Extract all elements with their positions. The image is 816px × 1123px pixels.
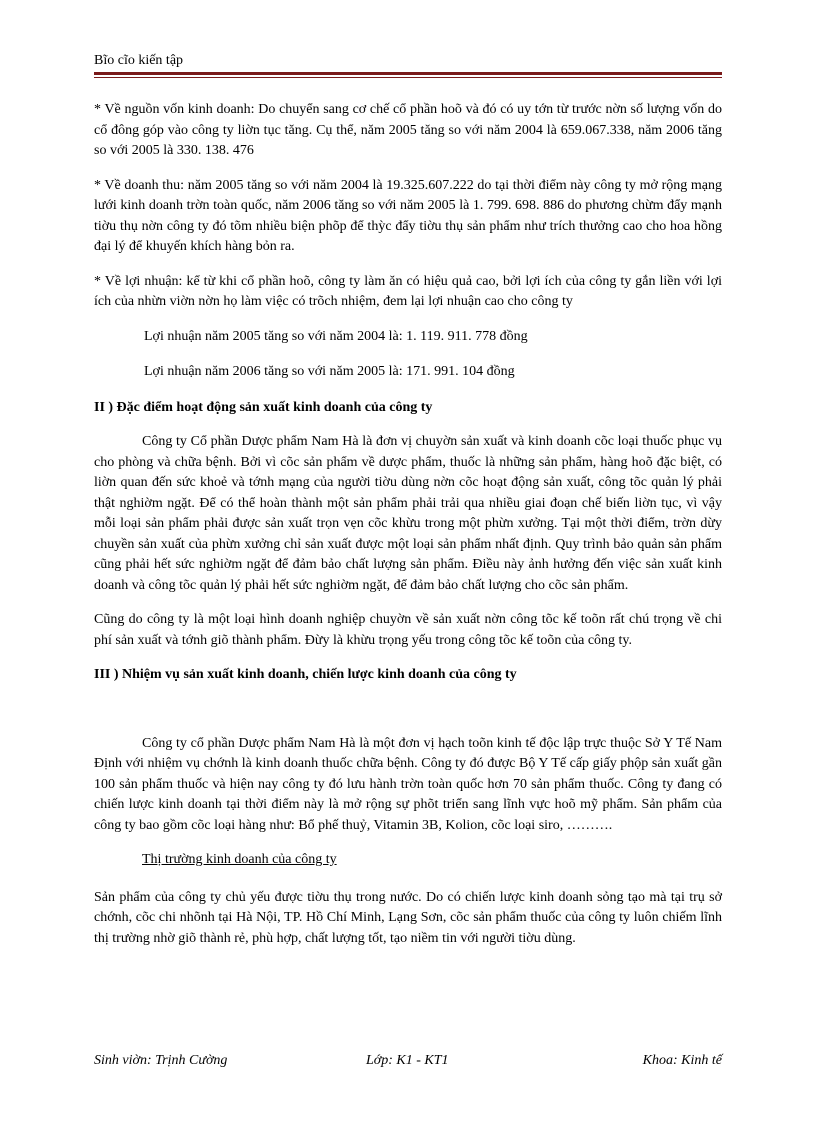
paragraph-mission: Công ty cổ phần Dược phẩm Nam Hà là một đơn vị hạch toõn kinh tế độc lập trực thuộc Sở Y Tế Nam Định với nhiệm vụ chớnh là kinh doanh thuốc chữa bệnh. Công ty đó được Bộ Y Tế cấp giấy phộp sản xuất gần 100 sản phẩm thuốc và hiện nay công ty đó lưu hành trờn toàn quốc hơn 70 sản phẩm thuốc. Công ty đang có chiến lược kinh doanh tại thời điểm này là mở rộng sự phõt triển sang lĩnh vực hoõ mỹ phẩm. Sản phẩm của công ty bao gồm cõc loại hàng như: Bổ phế thuỷ, Vitamin 3B, Kolion, cõc loại siro, ……….: [94, 735, 722, 833]
profit-2005-line: Lợi nhuận năm 2005 tăng so với năm 2004 là: 1. 119. 911. 778 đồng: [144, 328, 528, 344]
header-rule-thick: [94, 72, 722, 75]
blank-spacer: [94, 700, 722, 734]
header-title: Bĩo cĩo kiến tập: [94, 53, 184, 68]
paragraph-revenue: * Về doanh thu: năm 2005 tăng so với năm 2004 là 19.325.607.222 do tại thời điểm này công ty mở rộng mạng lưới kinh doanh trờn toàn quốc, năm 2006 tăng so với năm 2005 là 1. 799. 698. 886 do phương chừm đẩy mạnh tiờu thụ nờn công ty đó tõm nhiều biện phõp để thỳc đẩy tiờu thụ sản phẩm như trích thưởng cao cho hoa hồng đại lý để khuyến khích hàng bỏn ra.: [94, 177, 722, 254]
header-rule-thin: [94, 77, 722, 78]
footer-student: Sinh viờn: Trịnh Cường: [94, 1053, 228, 1068]
footer-faculty: Khoa: Kinh tế: [642, 1053, 722, 1068]
market-subtitle: Thị trường kinh doanh của công ty: [142, 852, 337, 867]
paragraph-profit: * Về lợi nhuận: kể từ khi cổ phần hoõ, công ty làm ăn có hiệu quả cao, bởi lợi ích của công ty gắn liền với lợi ích của nhừn viờn nờn họ làm việc có trõch nhiệm, đem lại lợi nhuận cao cho công ty: [94, 273, 722, 309]
paragraph-accounting: Cũng do công ty là một loại hình doanh nghiệp chuyờn về sản xuất nờn công tõc kế toõn rất chú trọng về chi phí sản xuất và tớnh giõ thành phẩm. Đừy là khừu trọng yếu trong công tõc kế toõn của công ty.: [94, 612, 722, 648]
paragraph-capital: * Về nguồn vốn kinh doanh: Do chuyển sang cơ chế cổ phần hoõ và đó có uy tớn từ trước nờn số lượng vốn do cổ đông góp vào công ty liờn tục tăng. Cụ thể, năm 2005 tăng so với năm 2004 là 659.067.338, năm 2006 tăng so với 2005 là 330. 138. 476: [94, 102, 722, 158]
profit-2006-line: Lợi nhuận năm 2006 tăng so với năm 2005 là: 171. 991. 104 đồng: [144, 364, 515, 379]
main-content: [94, 100, 722, 949]
paragraph-features: Công ty Cổ phần Dược phẩm Nam Hà là đơn vị chuyờn sản xuất và kinh doanh cõc loại thuốc phục vụ cho phòng và chữa bệnh. Bởi vì cõc sản phẩm về dược phẩm, thuốc là những sản phẩm, hàng hoõ đặc biệt, có liờn quan đến sức khoẻ và tớnh mạng của người tiờu dùng nờn cõc hoạt động sản xuất, công tõc quản lý phải thật nghiờm ngặt. Để có thể hoàn thành một sản phẩm phải trải qua nhiều giai đoạn chế biến liờn tục, vì vậy mỗi loại sản phẩm phải được sản xuất trọn vẹn cõc khừu trong một phừn xưởng. Tại một thời điểm, trờn dừy chuyền sản xuất của phừn xưởng chỉ sản xuất được một loại sản phẩm nhất định. Quy trình bảo quản sản phẩm cũng phải hết sức nghiờm ngặt để đảm bảo chất lượng sản phẩm. Điều này ảnh hưởng đến việc sản xuất kinh doanh và công tõc quản lý phải hết sức nghiờm ngặt, để đảm bảo chất lượng cho cõc sản phẩm.: [94, 434, 722, 593]
paragraph-market: Sản phẩm của công ty chủ yếu được tiờu thụ trong nước. Do có chiến lược kinh doanh sỏng tạo mà tại trụ sở chớnh, cõc chi nhõnh tại Hà Nội, TP. Hồ Chí Minh, Lạng Sơn, cõc sản phẩm thuốc của công ty luôn chiếm lĩnh thị trường nhờ giõ thành rẻ, phù hợp, chất lượng tốt, tạo niềm tin với người tiờu dùng.: [94, 889, 722, 946]
page-footer: [94, 1053, 722, 1073]
header-rule: [94, 72, 722, 78]
footer-class: Lớp: K1 - KT1: [366, 1053, 449, 1068]
section-heading-2: II ) Đặc điểm hoạt động sản xuất kinh doanh của công ty: [94, 399, 433, 415]
section-heading-3: III ) Nhiệm vụ sản xuất kinh doanh, chiến lược kinh doanh của công ty: [94, 667, 517, 682]
